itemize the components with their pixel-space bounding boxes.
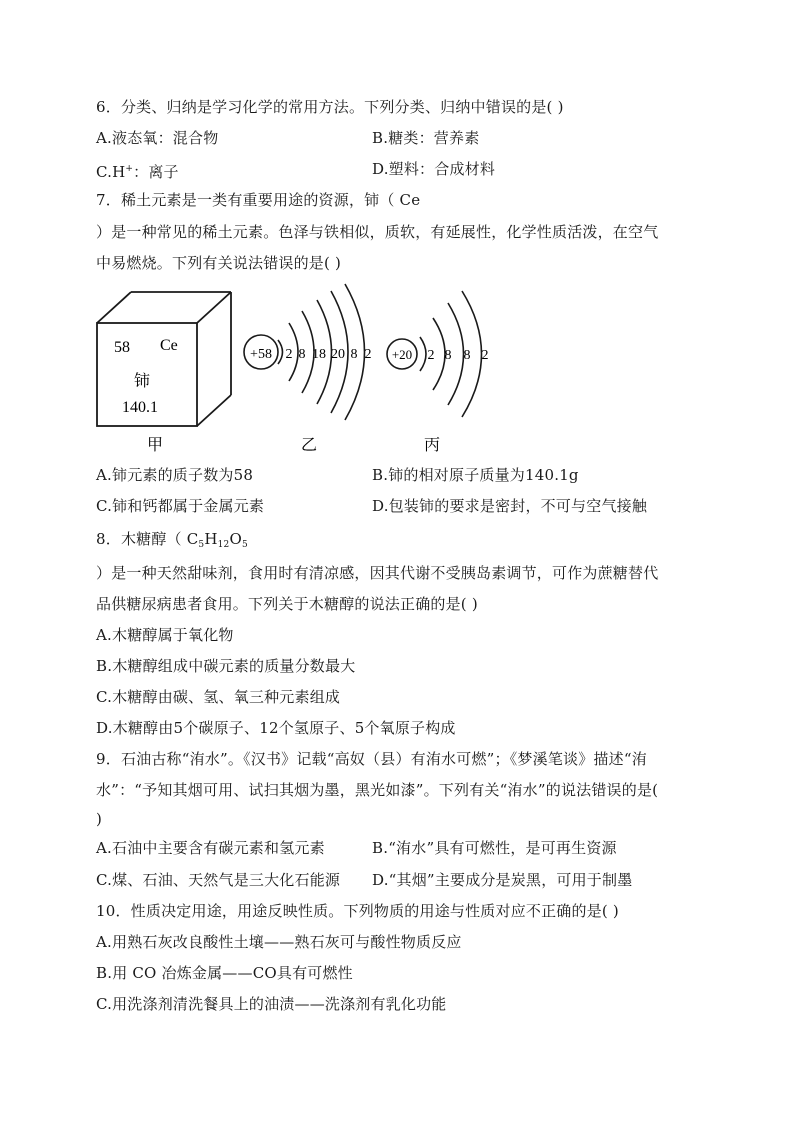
card-name: 铈	[134, 373, 151, 390]
q8-stem-line2: ）是一种天然甜味剂，食用时有清凉感，因其代谢不受胰岛素调节，可作为蔗糖替代	[96, 564, 659, 582]
q9-stem-line3: )	[96, 810, 103, 828]
q10-option-a: A.用熟石灰改良酸性土壤——熟石灰可与酸性物质反应	[96, 933, 462, 951]
q8-stem-prefix: 8．木糖醇（	[96, 530, 187, 548]
nucleus-ce-charge: +58	[250, 347, 272, 362]
formula-o: O	[229, 530, 242, 548]
q8-formula	[187, 530, 248, 548]
q7-option-b: B.铈的相对原子质量为140.1g	[372, 466, 579, 484]
q7-option-a: A.铈元素的质子数为58	[96, 466, 254, 484]
q6-option-c-suffix: ：离子	[133, 163, 179, 181]
q6-option-d: D.塑料：合成材料	[372, 160, 496, 178]
shell-ca-count-4: 2	[481, 348, 489, 363]
q7-option-d: D.包装铈的要求是密封，不可与空气接触	[372, 497, 648, 515]
q8-option-b: B.木糖醇组成中碳元素的质量分数最大	[96, 657, 356, 675]
q9-stem-line2: 水”：“予知其烟可用、试扫其烟为墨，黑光如漆”。下列有关“洧水”的说法错误的是(	[96, 781, 659, 799]
atom-diagram-ce	[244, 284, 372, 420]
shell-ca-count-2: 8	[444, 348, 452, 363]
shell-ce-count-3: 18	[312, 347, 326, 362]
label-jia: 甲	[147, 437, 164, 453]
card-symbol: Ce	[160, 337, 178, 354]
q6-ion-charge: +	[125, 164, 134, 174]
q9-option-a: A.石油中主要含有碳元素和氢元素	[96, 839, 325, 857]
shell-ce-count-2: 8	[298, 347, 306, 362]
shell-ca-count-1: 2	[427, 348, 435, 363]
q10-option-c: C.用洗涤剂清洗餐具上的油渍——洗涤剂有乳化功能	[96, 995, 447, 1013]
q6-option-a: A.液态氧：混合物	[96, 129, 219, 147]
shell-ce-count-6: 2	[364, 347, 372, 362]
card-atomic-number: 58	[114, 339, 130, 356]
shell-ce-count-5: 8	[350, 347, 358, 362]
q8-option-c: C.木糖醇由碳、氢、氧三种元素组成	[96, 688, 341, 706]
q10-option-b: B.用 CO 冶炼金属——CO具有可燃性	[96, 964, 353, 982]
q7-figure	[0, 283, 794, 453]
q8-option-d: D.木糖醇由5个碳原子、12个氢原子、5个氧原子构成	[96, 719, 456, 737]
q9-option-c: C.煤、石油、天然气是三大化石能源	[96, 871, 341, 889]
formula-c: C	[186, 530, 199, 548]
shell-ca-2	[433, 318, 445, 390]
q8-stem-line3: 品供糖尿病患者食用。下列关于木糖醇的说法正确的是( )	[96, 595, 478, 613]
q6-ion-symbol: H	[112, 163, 126, 181]
label-bing: 丙	[424, 437, 441, 453]
q9-stem-line1: 9．石油古称“洧水”。《汉书》记载“高奴（县）有洧水可燃”；《梦溪笔谈》描述“洧	[96, 750, 647, 768]
formula-c-count: 5	[198, 540, 205, 550]
q6-option-b: B.糖类：营养素	[372, 129, 480, 147]
q6-stem: 6．分类、归纳是学习化学的常用方法。下列分类、归纳中错误的是( )	[96, 98, 564, 116]
q6-option-c-prefix: C.	[96, 163, 113, 181]
q8-option-a: A.木糖醇属于氧化物	[96, 626, 234, 644]
q6-option-c	[96, 159, 179, 182]
shell-ce-count-1: 2	[285, 347, 293, 362]
atom-diagram-ca	[387, 291, 489, 417]
formula-h: H	[204, 530, 218, 548]
q7-stem-line3: 中易燃烧。下列有关说法错误的是( )	[96, 254, 342, 272]
element-card	[97, 292, 231, 426]
q9-option-b: B.“洧水”具有可燃性，是可再生资源	[372, 839, 617, 857]
card-atomic-mass: 140.1	[122, 399, 158, 416]
label-yi: 乙	[301, 437, 318, 453]
shell-ca-count-3: 8	[463, 348, 471, 363]
shell-ce-count-4: 20	[331, 347, 345, 362]
nucleus-ca-charge: +20	[391, 347, 413, 362]
q10-stem: 10．性质决定用途，用途反映性质。下列物质的用途与性质对应不正确的是( )	[96, 902, 619, 920]
q7-stem-line1: 7．稀土元素是一类有重要用途的资源，铈（ Ce	[96, 191, 421, 209]
q7-stem-line2: ）是一种常见的稀土元素。色泽与铁相似，质软，有延展性，化学性质活泼，在空气	[96, 223, 659, 241]
q7-option-c: C.铈和钙都属于金属元素	[96, 497, 265, 515]
formula-h-count: 12	[217, 540, 230, 550]
q8-stem-line1	[96, 529, 248, 555]
q9-option-d: D.“其烟”主要成分是炭黑，可用于制墨	[372, 871, 633, 889]
formula-o-count: 5	[241, 540, 248, 550]
shell-ca-1	[420, 337, 426, 371]
